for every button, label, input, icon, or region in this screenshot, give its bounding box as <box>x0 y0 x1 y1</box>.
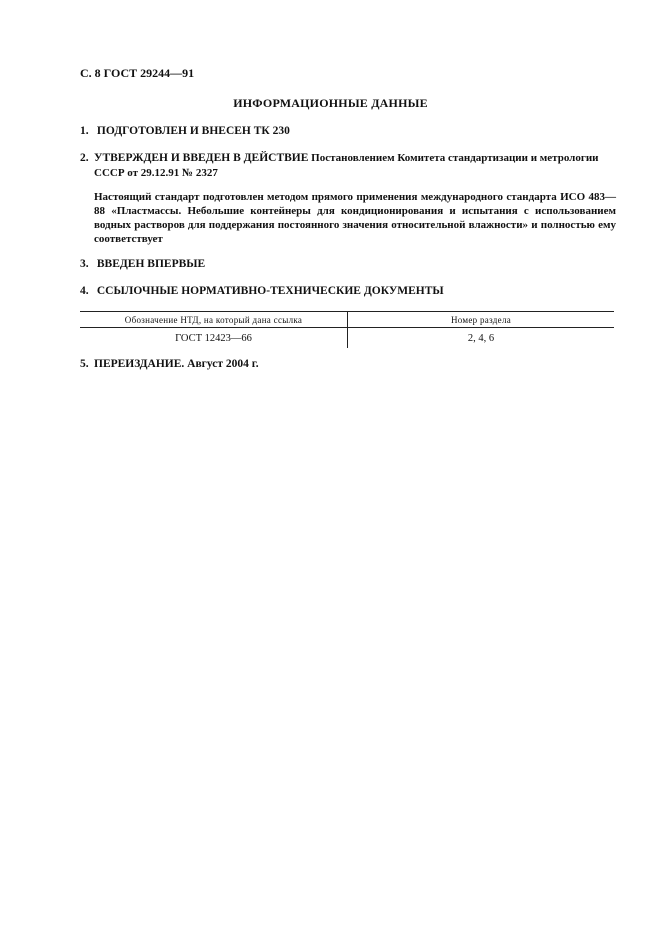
document-title: ИНФОРМАЦИОННЫЕ ДАННЫЕ <box>233 96 428 110</box>
item-5-lead: ПЕРЕИЗДАНИЕ. <box>94 358 185 370</box>
page-header: С. 8 ГОСТ 29244—91 <box>80 66 195 80</box>
item-4-text: ССЫЛОЧНЫЕ НОРМАТИВНО-ТЕХНИЧЕСКИЕ ДОКУМЕНТЫ <box>96 285 444 297</box>
item-4 <box>80 284 620 299</box>
item-3-number: 3. <box>80 258 89 270</box>
item-2-lead: УТВЕРЖДЕН И ВВЕДЕН В ДЕЙСТВИЕ <box>94 152 309 164</box>
table-cell-section: 2, 4, 6 <box>467 332 495 344</box>
table-row <box>80 328 614 349</box>
item-4-number: 4. <box>80 285 89 297</box>
item-1-text: ПОДГОТОВЛЕН И ВНЕСЕН ТК 230 <box>96 125 290 137</box>
item-1 <box>80 124 620 139</box>
table-header-row <box>80 312 614 328</box>
table-header-designation: Обозначение НТД, на который дана ссылка <box>80 312 348 328</box>
item-3-text: ВВЕДЕН ВПЕРВЫЕ <box>96 258 206 270</box>
item-2-note: Настоящий стандарт подготовлен методом прямого применения международного стандарта ИСО 483—88 «Пластмассы. Небольшие контейнеры для кондиционирования и испытания с использованием водных растворов для поддержания постоянного значения относительной влажности» и полностью ему соответствует <box>94 191 616 245</box>
item-5 <box>80 357 620 372</box>
table-cell-designation: ГОСТ 12423—66 <box>80 328 348 349</box>
item-5-number: 5. <box>80 358 89 370</box>
reference-table <box>80 311 614 348</box>
item-5-rest: Август 2004 г. <box>184 358 259 370</box>
table-header-section: Номер раздела <box>348 312 615 328</box>
item-1-number: 1. <box>80 125 89 137</box>
item-2-number: 2. <box>80 152 89 164</box>
item-2-rest: Постановлением Комитета стандартизации и метрологии <box>308 152 599 164</box>
item-2-line2: СССР от 29.12.91 № 2327 <box>94 167 218 179</box>
item-2 <box>80 151 620 166</box>
item-3 <box>80 257 620 272</box>
